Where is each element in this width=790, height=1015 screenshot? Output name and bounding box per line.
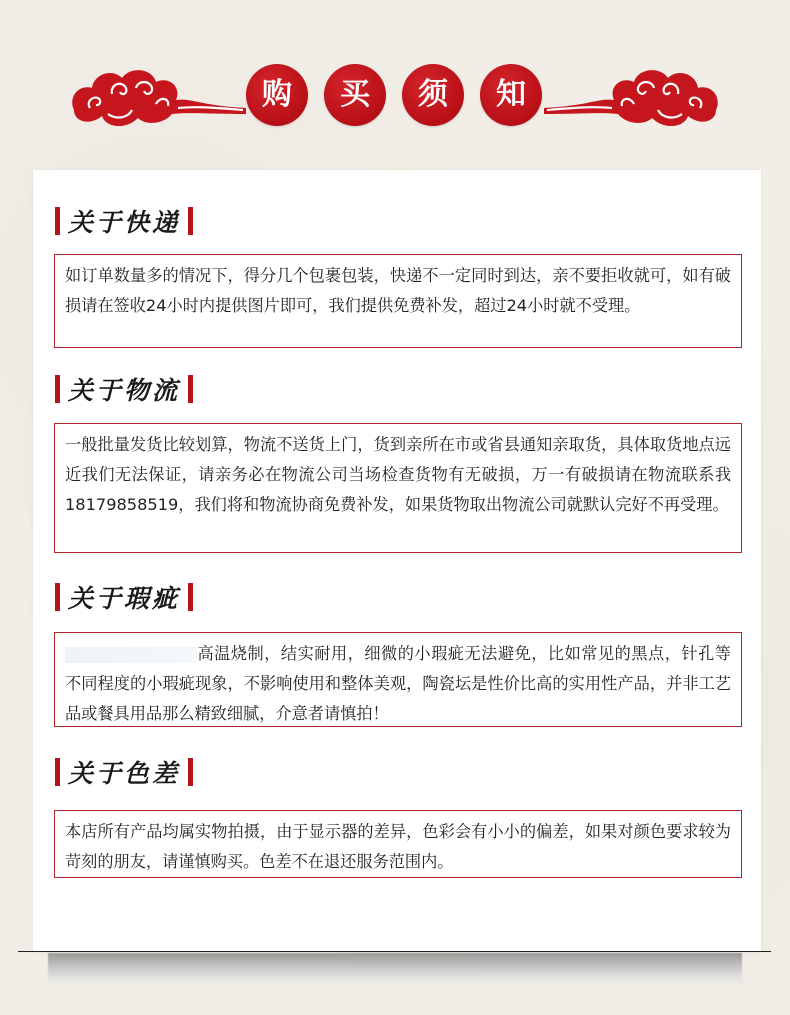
bottom-divider — [18, 951, 771, 952]
section-title-text: 关于色差 — [68, 759, 181, 788]
title-bar-right — [188, 758, 193, 786]
title-bar-right — [188, 583, 193, 611]
section-title-text: 关于瑕疵 — [68, 584, 181, 613]
title-bar-left — [55, 375, 60, 403]
title-bar-right — [188, 375, 193, 403]
section-box-flaws — [54, 632, 742, 727]
section-title-color — [55, 755, 193, 789]
section-box-color: 本店所有产品均属实物拍摄，由于显示器的差异，色彩会有小小的偏差，如果对颜色要求较为苛刻的朋友，请谨慎购买。色差不在退还服务范围内。 — [54, 810, 742, 878]
section-text: 高温烧制，结实耐用，细微的小瑕疵无法避免，比如常见的黑点，针孔等不同程度的小瑕疵现象，不影响使用和整体美观，陶瓷坛是性价比高的实用性产品，并非工艺品或餐具用品那么精致细腻，介意者请慎拍！ — [65, 644, 731, 723]
section-title-flaws — [55, 580, 193, 614]
notice-card — [33, 170, 761, 952]
redacted-blank — [65, 647, 197, 663]
title-char-2: 买 — [324, 64, 386, 126]
title-bar-right — [188, 207, 193, 235]
title-char-4: 知 — [480, 64, 542, 126]
title-bar-left — [55, 758, 60, 786]
header-banner — [0, 48, 790, 148]
title-char-3: 须 — [402, 64, 464, 126]
section-title-text: 关于快递 — [68, 208, 181, 237]
section-box-logistics: 一般批量发货比较划算，物流不送货上门，货到亲所在市或省县通知亲取货，具体取货地点远近我们无法保证，请亲务必在物流公司当场检查货物有无破损，万一有破损请在物流联系我18179858519，我们将和物流协商免费补发，如果货物取出物流公司就默认完好不再受理。 — [54, 423, 742, 553]
title-circles — [246, 64, 544, 128]
auspicious-cloud-icon — [68, 58, 248, 138]
auspicious-cloud-icon — [542, 58, 722, 138]
title-char-1: 购 — [246, 64, 308, 126]
bottom-shadow — [48, 953, 742, 987]
title-bar-left — [55, 583, 60, 611]
section-title-express — [55, 204, 193, 238]
section-box-express: 如订单数量多的情况下，得分几个包裹包装，快递不一定同时到达，亲不要拒收就可，如有破损请在签收24小时内提供图片即可，我们提供免费补发，超过24小时就不受理。 — [54, 254, 742, 348]
title-bar-left — [55, 207, 60, 235]
section-title-text: 关于物流 — [68, 376, 181, 405]
section-title-logistics — [55, 372, 193, 406]
